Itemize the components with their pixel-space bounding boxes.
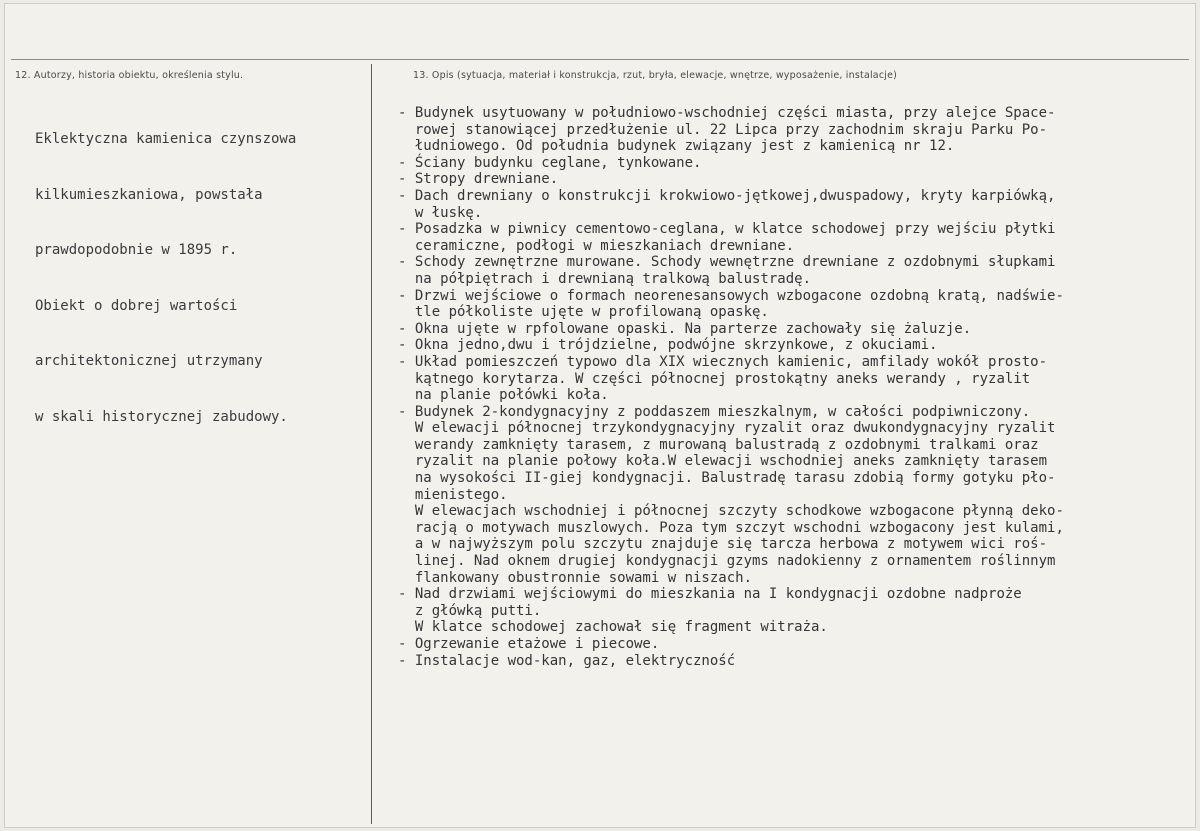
description-line: łudniowego. Od południa budynek związany jest z kamienicą nr 12.	[398, 138, 955, 155]
description-line: na planie połówki koła.	[398, 387, 609, 404]
top-divider	[11, 59, 1189, 60]
text-line: kilkumieszkaniowa, powstała	[35, 186, 263, 203]
description-line: - Okna ujęte w rpfolowane opaski. Na parterze zachowały się żaluzje.	[398, 320, 972, 337]
description-line: mienistego.	[398, 486, 508, 503]
description-line: - Instalacje wod-kan, gaz, elektryczność	[398, 652, 736, 669]
description-line: - Budynek 2-kondygnacyjny z poddaszem mieszkalnym, w całości podpiwniczony.	[398, 403, 1031, 420]
description-line: - Ściany budynku ceglane, tynkowane.	[398, 154, 702, 171]
text-line: prawdopodobnie w 1895 r.	[35, 242, 238, 258]
description-line: - Układ pomieszczeń typowo dla XIX wiecznych kamienic, amfilady wokół prosto-	[398, 353, 1048, 370]
description-line: tle półkoliste ujęte w profilowaną opaskę.	[398, 304, 769, 321]
description-line: - Nad drzwiami wejściowymi do mieszkania na I kondygnacji ozdobne nadproże	[398, 586, 1022, 603]
section-12-heading: 12. Autorzy, historia obiektu, określenia stylu.	[15, 70, 244, 81]
description-line: kątnego korytarza. W części północnej prostokątny aneks werandy , ryzalit	[398, 370, 1031, 387]
description-line: W klatce schodowej zachował się fragment witraża.	[398, 619, 828, 636]
description-line: a w najwyższym polu szczytu znajduje się tarcza herbowa z motywem wici roś-	[398, 536, 1048, 553]
description-line: - Schody zewnętrzne murowane. Schody wewnętrzne drewniane z ozdobnymi słupkami	[398, 254, 1056, 271]
text-line: w skali historycznej zabudowy.	[35, 408, 288, 425]
description-line: linej. Nad oknem drugiej kondygnacji gzyms nadokienny z ornamentem roślinnym	[398, 553, 1056, 570]
section-13-heading: 13. Opis (sytuacja, materiał i konstrukcja, rzut, bryła, elewacje, wnętrze, wyposażenie, instalacje)	[413, 70, 898, 81]
description-line: racją o motywach muszlowych. Poza tym szczyt wschodni wzbogacony jest kulami,	[398, 519, 1064, 536]
description-line: rowej stanowiącej przedłużenie ul. 22 Lipca przy zachodnim skraju Parku Po-	[398, 121, 1048, 138]
text-line: Eklektyczna kamienica czynszowa	[35, 131, 297, 147]
description-line: w łuskę.	[398, 204, 483, 221]
description-text	[398, 105, 1188, 669]
description-line: ceramiczne, podłogi w mieszkaniach drewniane.	[398, 237, 795, 254]
description-line: - Dach drewniany o konstrukcji krokwiowo-jętkowej,dwuspadowy, kryty karpiówką,	[398, 187, 1056, 204]
description-line: na wysokości II-giej kondygnacji. Balustradę tarasu zdobią formy gotyku pło-	[398, 470, 1056, 487]
description-line: na półpiętrach i drewnianą tralkową balustradę.	[398, 270, 812, 287]
description-line: - Ogrzewanie etażowe i piecowe.	[398, 636, 660, 652]
column-divider	[371, 64, 372, 824]
description-line: ryzalit na planie połowy koła.W elewacji wschodniej aneks zamknięty tarasem	[398, 453, 1048, 470]
authors-history-text	[35, 93, 365, 463]
description-line: - Drzwi wejściowe o formach neorenesansowych wzbogacone ozdobną kratą, nadświe-	[398, 287, 1064, 304]
description-line: W elewacji północnej trzykondygnacyjny ryzalit oraz dwukondygnacyjny ryzalit	[398, 420, 1056, 437]
description-line: - Stropy drewniane.	[398, 171, 559, 188]
description-line: W elewacjach wschodniej i północnej szczyty schodkowe wzbogacone płynną deko-	[398, 503, 1064, 520]
description-line: - Budynek usytuowany w południowo-wschodniej części miasta, przy alejce Space-	[398, 105, 1056, 121]
document-sheet	[4, 3, 1196, 828]
text-line: architektonicznej utrzymany	[35, 353, 263, 369]
text-line: Obiekt o dobrej wartości	[35, 297, 238, 314]
description-line: flankowany obustronnie sowami w niszach.	[398, 569, 753, 586]
description-line: - Okna jedno,dwu i trójdzielne, podwójne skrzynkowe, z okuciami.	[398, 337, 938, 354]
description-line: - Posadzka w piwnicy cementowo-ceglana, w klatce schodowej przy wejściu płytki	[398, 221, 1056, 238]
description-line: z główką putti.	[398, 602, 542, 619]
description-line: werandy zamknięty tarasem, z murowaną balustradą z ozdobnymi tralkami oraz	[398, 436, 1039, 453]
